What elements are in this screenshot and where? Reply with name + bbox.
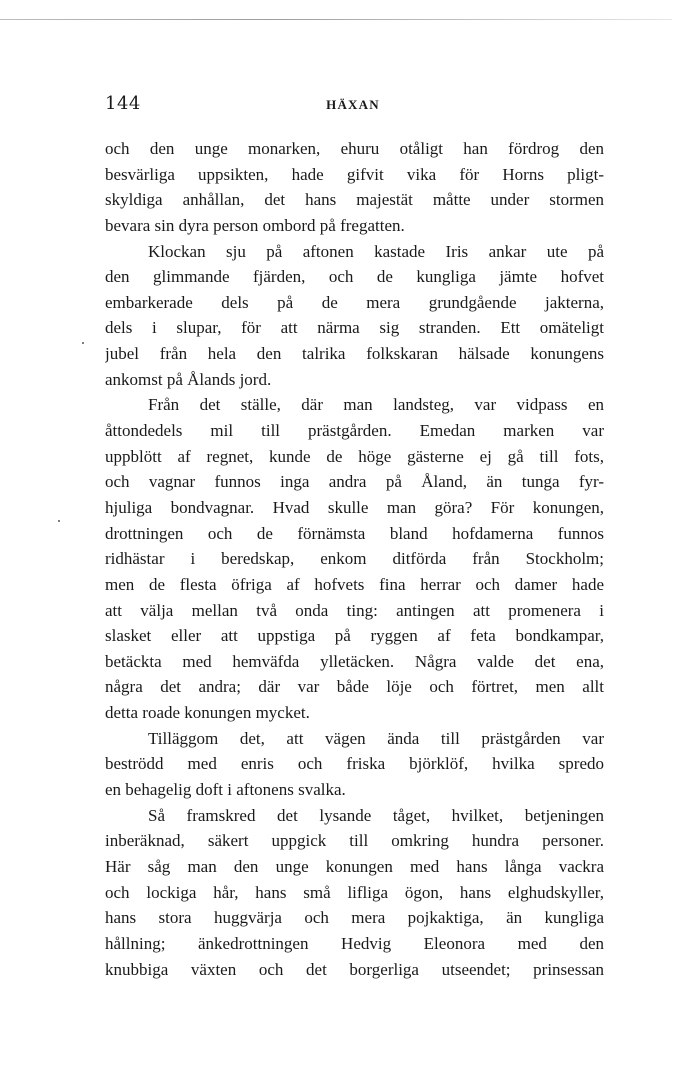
text-line: Från det ställe, där man landsteg, var vidpass en bbox=[148, 395, 604, 415]
text-line: detta roade konungen mycket. bbox=[105, 703, 310, 723]
text-line: inberäknad, säkert uppgick till omkring hundra personer. bbox=[105, 831, 604, 851]
text-line: åttondedels mil till prästgården. Emedan marken var bbox=[105, 421, 604, 441]
text-line: betäckta med hemväfda ylletäcken. Några valde det ena, bbox=[105, 651, 604, 671]
text-line: ridhästar i beredskap, enkom ditförda från Stockholm; bbox=[105, 549, 604, 569]
text-line: Här såg man den unge konungen med hans långa vackra bbox=[105, 856, 604, 876]
print-speck bbox=[82, 342, 84, 344]
text-line: skyldiga anhållan, det hans majestät måtte under stormen bbox=[105, 190, 604, 210]
text-line: en behagelig doft i aftonens svalka. bbox=[105, 780, 346, 800]
text-line: uppblött af regnet, kunde de höge gästerne ej gå till fots, bbox=[105, 446, 604, 466]
text-line: bevara sin dyra person ombord på fregatten. bbox=[105, 215, 405, 235]
top-rule bbox=[0, 19, 672, 20]
text-line: jubel från hela den talrika folkskaran hälsade konungens bbox=[105, 344, 604, 364]
text-line: att välja mellan två onda ting: antingen att promenera i bbox=[105, 600, 604, 620]
text-line: embarkerade dels på de mera grundgående jakterna, bbox=[105, 292, 604, 312]
text-line: ankomst på Ålands jord. bbox=[105, 369, 272, 389]
text-line: men de flesta öfriga af hofvets fina herrar och damer hade bbox=[105, 574, 604, 594]
text-line: drottningen och de förnämsta bland hofdamerna funnos bbox=[105, 523, 604, 543]
text-line: Så framskred det lysande tåget, hvilket, betjeningen bbox=[148, 805, 604, 825]
text-line: slasket eller att uppstiga på ryggen af feta bondkampar, bbox=[105, 626, 604, 646]
text-line: och lockiga hår, hans små lifliga ögon, hans elghudskyller, bbox=[105, 882, 604, 902]
text-line: hans stora huggvärja och mera pojkaktiga, än kungliga bbox=[105, 908, 604, 928]
text-line: Klockan sju på aftonen kastade Iris ankar ute på bbox=[148, 241, 604, 261]
text-line: dels i slupar, för att närma sig stranden. Ett omäteligt bbox=[105, 318, 604, 338]
page-number: 144 bbox=[105, 93, 141, 114]
text-line: knubbiga växten och det borgerliga utseendet; prinsessan bbox=[105, 959, 604, 979]
text-line: och den unge monarken, ehuru otåligt han fördrog den bbox=[105, 139, 604, 158]
text-line: beströdd med enris och friska björklöf, hvilka spredo bbox=[105, 754, 604, 774]
text-line: hållning; änkedrottningen Hedvig Eleonora med den bbox=[105, 933, 604, 953]
text-line: den glimmande fjärden, och de kungliga jämte hofvet bbox=[105, 267, 604, 287]
running-title: HÄXAN bbox=[326, 97, 380, 112]
text-line: några det andra; där var både löje och förtret, men allt bbox=[105, 677, 604, 697]
page-header bbox=[105, 93, 601, 117]
body-text bbox=[105, 136, 604, 982]
text-line: besvärliga uppsikten, hade gifvit vika för Horns pligt- bbox=[105, 164, 604, 184]
text-line: hjuliga bondvagnar. Hvad skulle man göra? För konungen, bbox=[105, 497, 604, 517]
text-line: Tilläggom det, att vägen ända till prästgården var bbox=[148, 728, 604, 748]
text-line: och vagnar funnos inga andra på Åland, än tunga fyr- bbox=[105, 472, 604, 492]
print-speck bbox=[58, 520, 60, 522]
